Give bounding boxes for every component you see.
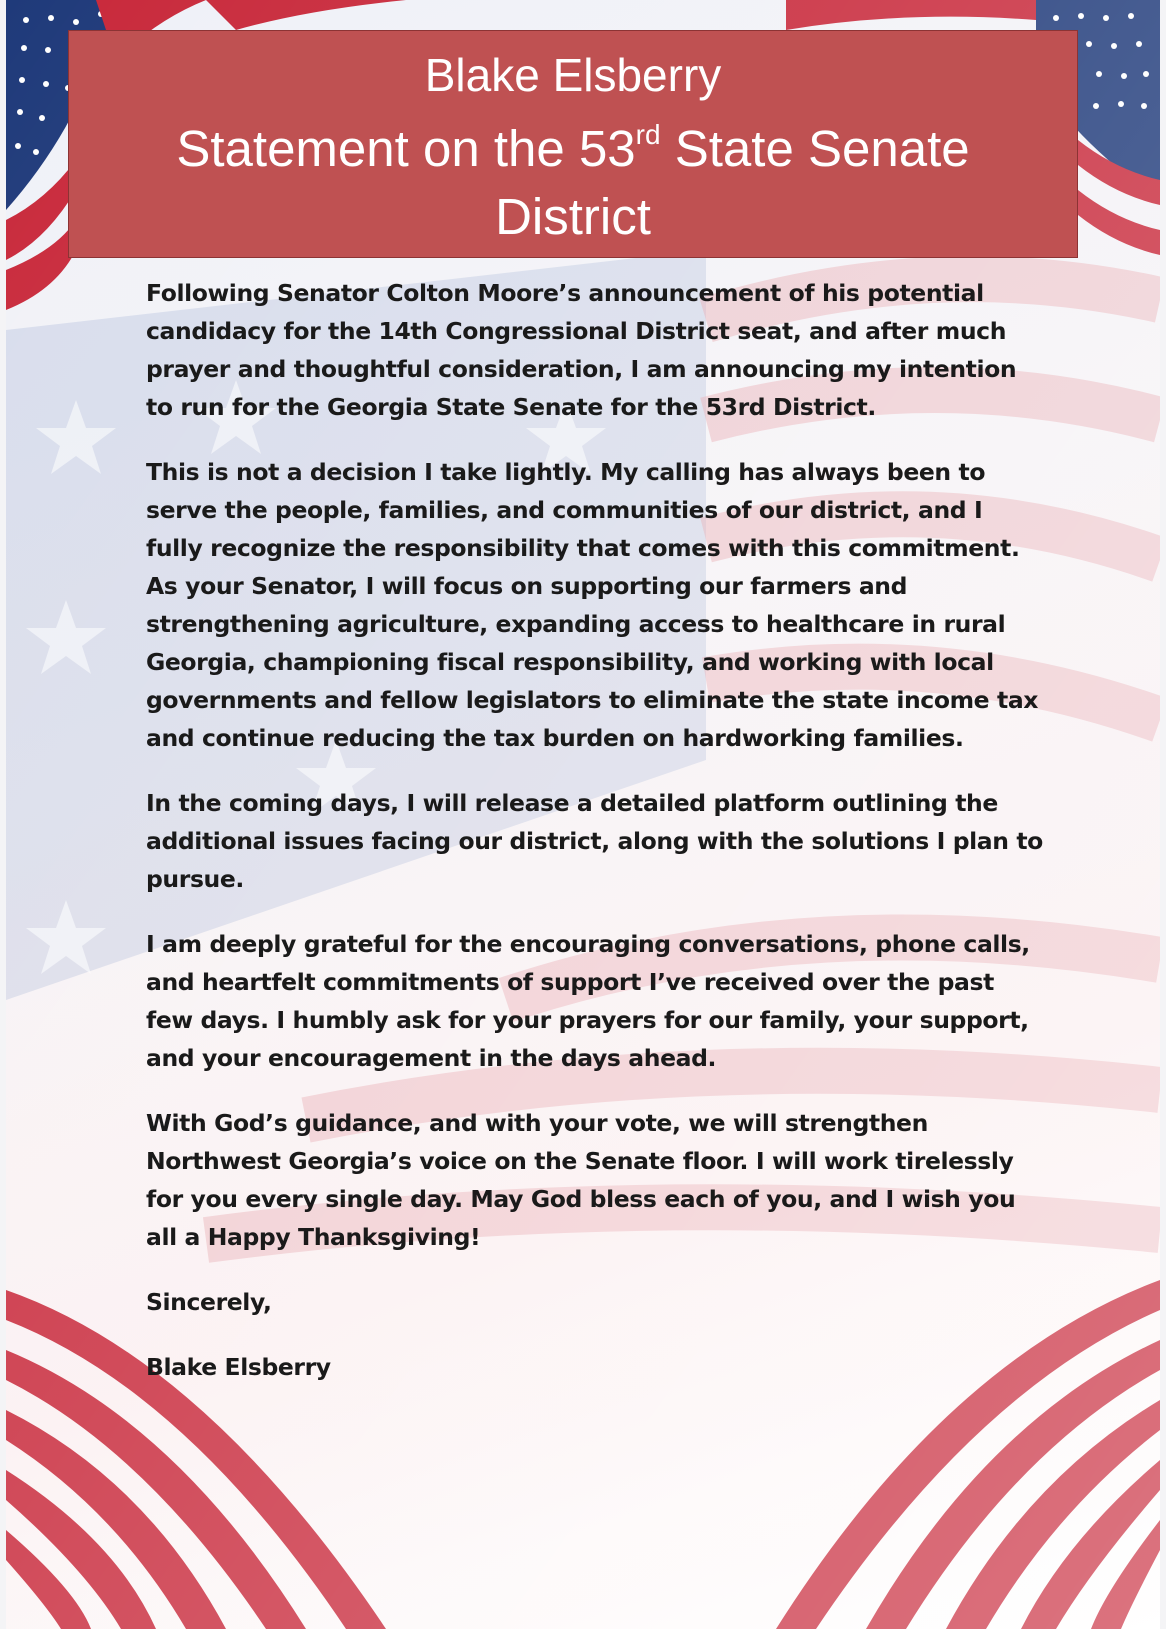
closing-salutation: Sincerely, — [146, 1288, 272, 1316]
signature-name: Blake Elsberry — [146, 1353, 331, 1381]
statement-title-superscript: rd — [635, 119, 661, 150]
paragraph-gratitude: I am deeply grateful for the encouraging conversations, phone calls, and heartfelt commitments of support I’ve received over the past few days. I humbly ask for your prayers for our family, your support, and your encouragement in the days ahead. — [146, 930, 1030, 1072]
letter-body — [146, 274, 1046, 1413]
title-banner — [68, 30, 1078, 258]
paragraph-priorities: This is not a decision I take lightly. My calling has always been to serve the people, families, and communities of our district, and I fully recognize the responsibility that comes with this commitment. As your Senator, I will focus on supporting our farmers and strengthening agriculture, expanding access to healthcare in rural Georgia, championing fiscal responsibility, and working with local governments and fellow legislators to eliminate the state income tax and continue reducing the tax burden on hardworking families. — [146, 458, 1039, 752]
statement-title-suffix: State Senate District — [495, 120, 970, 245]
letter-page — [6, 0, 1160, 1629]
paragraph-announcement: Following Senator Colton Moore’s announcement of his potential candidacy for the 14th Congressional District seat, and after much prayer and thoughtful consideration, I am announcing my intention to run for the Georgia State Senate for the 53rd District. — [146, 279, 1017, 421]
paragraph-platform: In the coming days, I will release a detailed platform outlining the additional issues facing our district, along with the solutions I plan to pursue. — [146, 789, 1043, 893]
statement-title — [69, 115, 1077, 251]
statement-title-prefix: Statement on the 53 — [176, 120, 636, 177]
paragraph-closing-message: With God’s guidance, and with your vote, we will strengthen Northwest Georgia’s voice on the Senate floor. I will work tirelessly for you every single day. May God bless each of you, and I wish you all a Happy Thanksgiving! — [146, 1109, 1016, 1251]
author-name-title: Blake Elsberry — [424, 49, 722, 101]
